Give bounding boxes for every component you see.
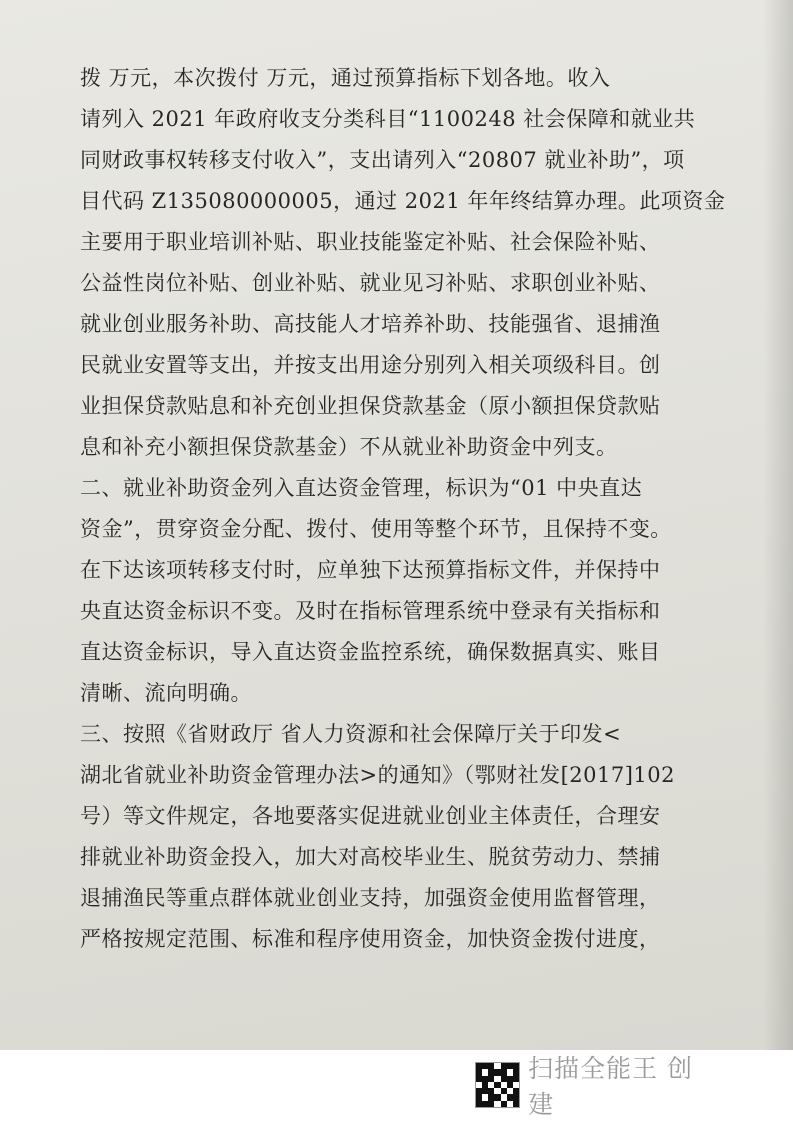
- text-line: 资金”，贯穿资金分配、拨付、使用等整个环节，且保持不变。: [80, 517, 672, 541]
- document-body: [80, 58, 726, 960]
- text-line: 业担保贷款贴息和补充创业担保贷款基金（原小额担保贷款贴: [80, 394, 661, 418]
- text-line: 拨 万元，本次拨付 万元，通过预算指标下划各地。收入: [80, 66, 611, 90]
- text-line: 就业创业服务补助、高技能人才培养补助、技能强省、退捕渔: [80, 312, 661, 336]
- text-line: 直达资金标识，导入直达资金监控系统，确保数据真实、账目: [80, 640, 661, 664]
- text-line: 央直达资金标识不变。及时在指标管理系统中登录有关指标和: [80, 599, 661, 623]
- text-line: 三、按照《省财政厅 省人力资源和社会保障厅关于印发<: [80, 722, 622, 746]
- text-line: 号）等文件规定，各地要落实促进就业创业主体责任，合理安: [80, 804, 661, 828]
- scanner-brand-label: 扫描全能王 创建: [528, 1054, 694, 1119]
- text-line: 清晰、流向明确。: [80, 681, 252, 705]
- text-line: 请列入 2021 年政府收支分类科目“1100248 社会保障和就业共: [80, 107, 696, 131]
- text-line: 民就业安置等支出，并按支出用途分别列入相关项级科目。创: [80, 353, 661, 377]
- text-line: 主要用于职业培训补贴、职业技能鉴定补贴、社会保险补贴、: [80, 230, 661, 254]
- text-line: 二、就业补助资金列入直达资金管理，标识为“01 中央直达: [80, 476, 643, 500]
- text-line: 息和补充小额担保贷款基金）不从就业补助资金中列支。: [80, 435, 618, 459]
- text-line: 在下达该项转移支付时，应单独下达预算指标文件，并保持中: [80, 558, 661, 582]
- text-line: 公益性岗位补贴、创业补贴、就业见习补贴、求职创业补贴、: [80, 271, 661, 295]
- text-line: 排就业补助资金投入，加大对高校毕业生、脱贫劳动力、禁捕: [80, 845, 661, 869]
- qr-code-icon: [475, 1062, 520, 1108]
- text-line: 严格按规定范围、标准和程序使用资金，加快资金拨付进度，: [80, 927, 661, 951]
- text-line: 目代码 Z135080000005，通过 2021 年年终结算办理。此项资金: [80, 189, 726, 213]
- text-line: 退捕渔民等重点群体就业创业支持，加强资金使用监督管理，: [80, 886, 661, 910]
- scanner-watermark: [475, 1054, 715, 1119]
- text-line: 同财政事权转移支付收入”，支出请列入“20807 就业补助”，项: [80, 148, 685, 172]
- text-line: 湖北省就业补助资金管理办法>的通知》（鄂财社发[2017]102: [80, 763, 676, 787]
